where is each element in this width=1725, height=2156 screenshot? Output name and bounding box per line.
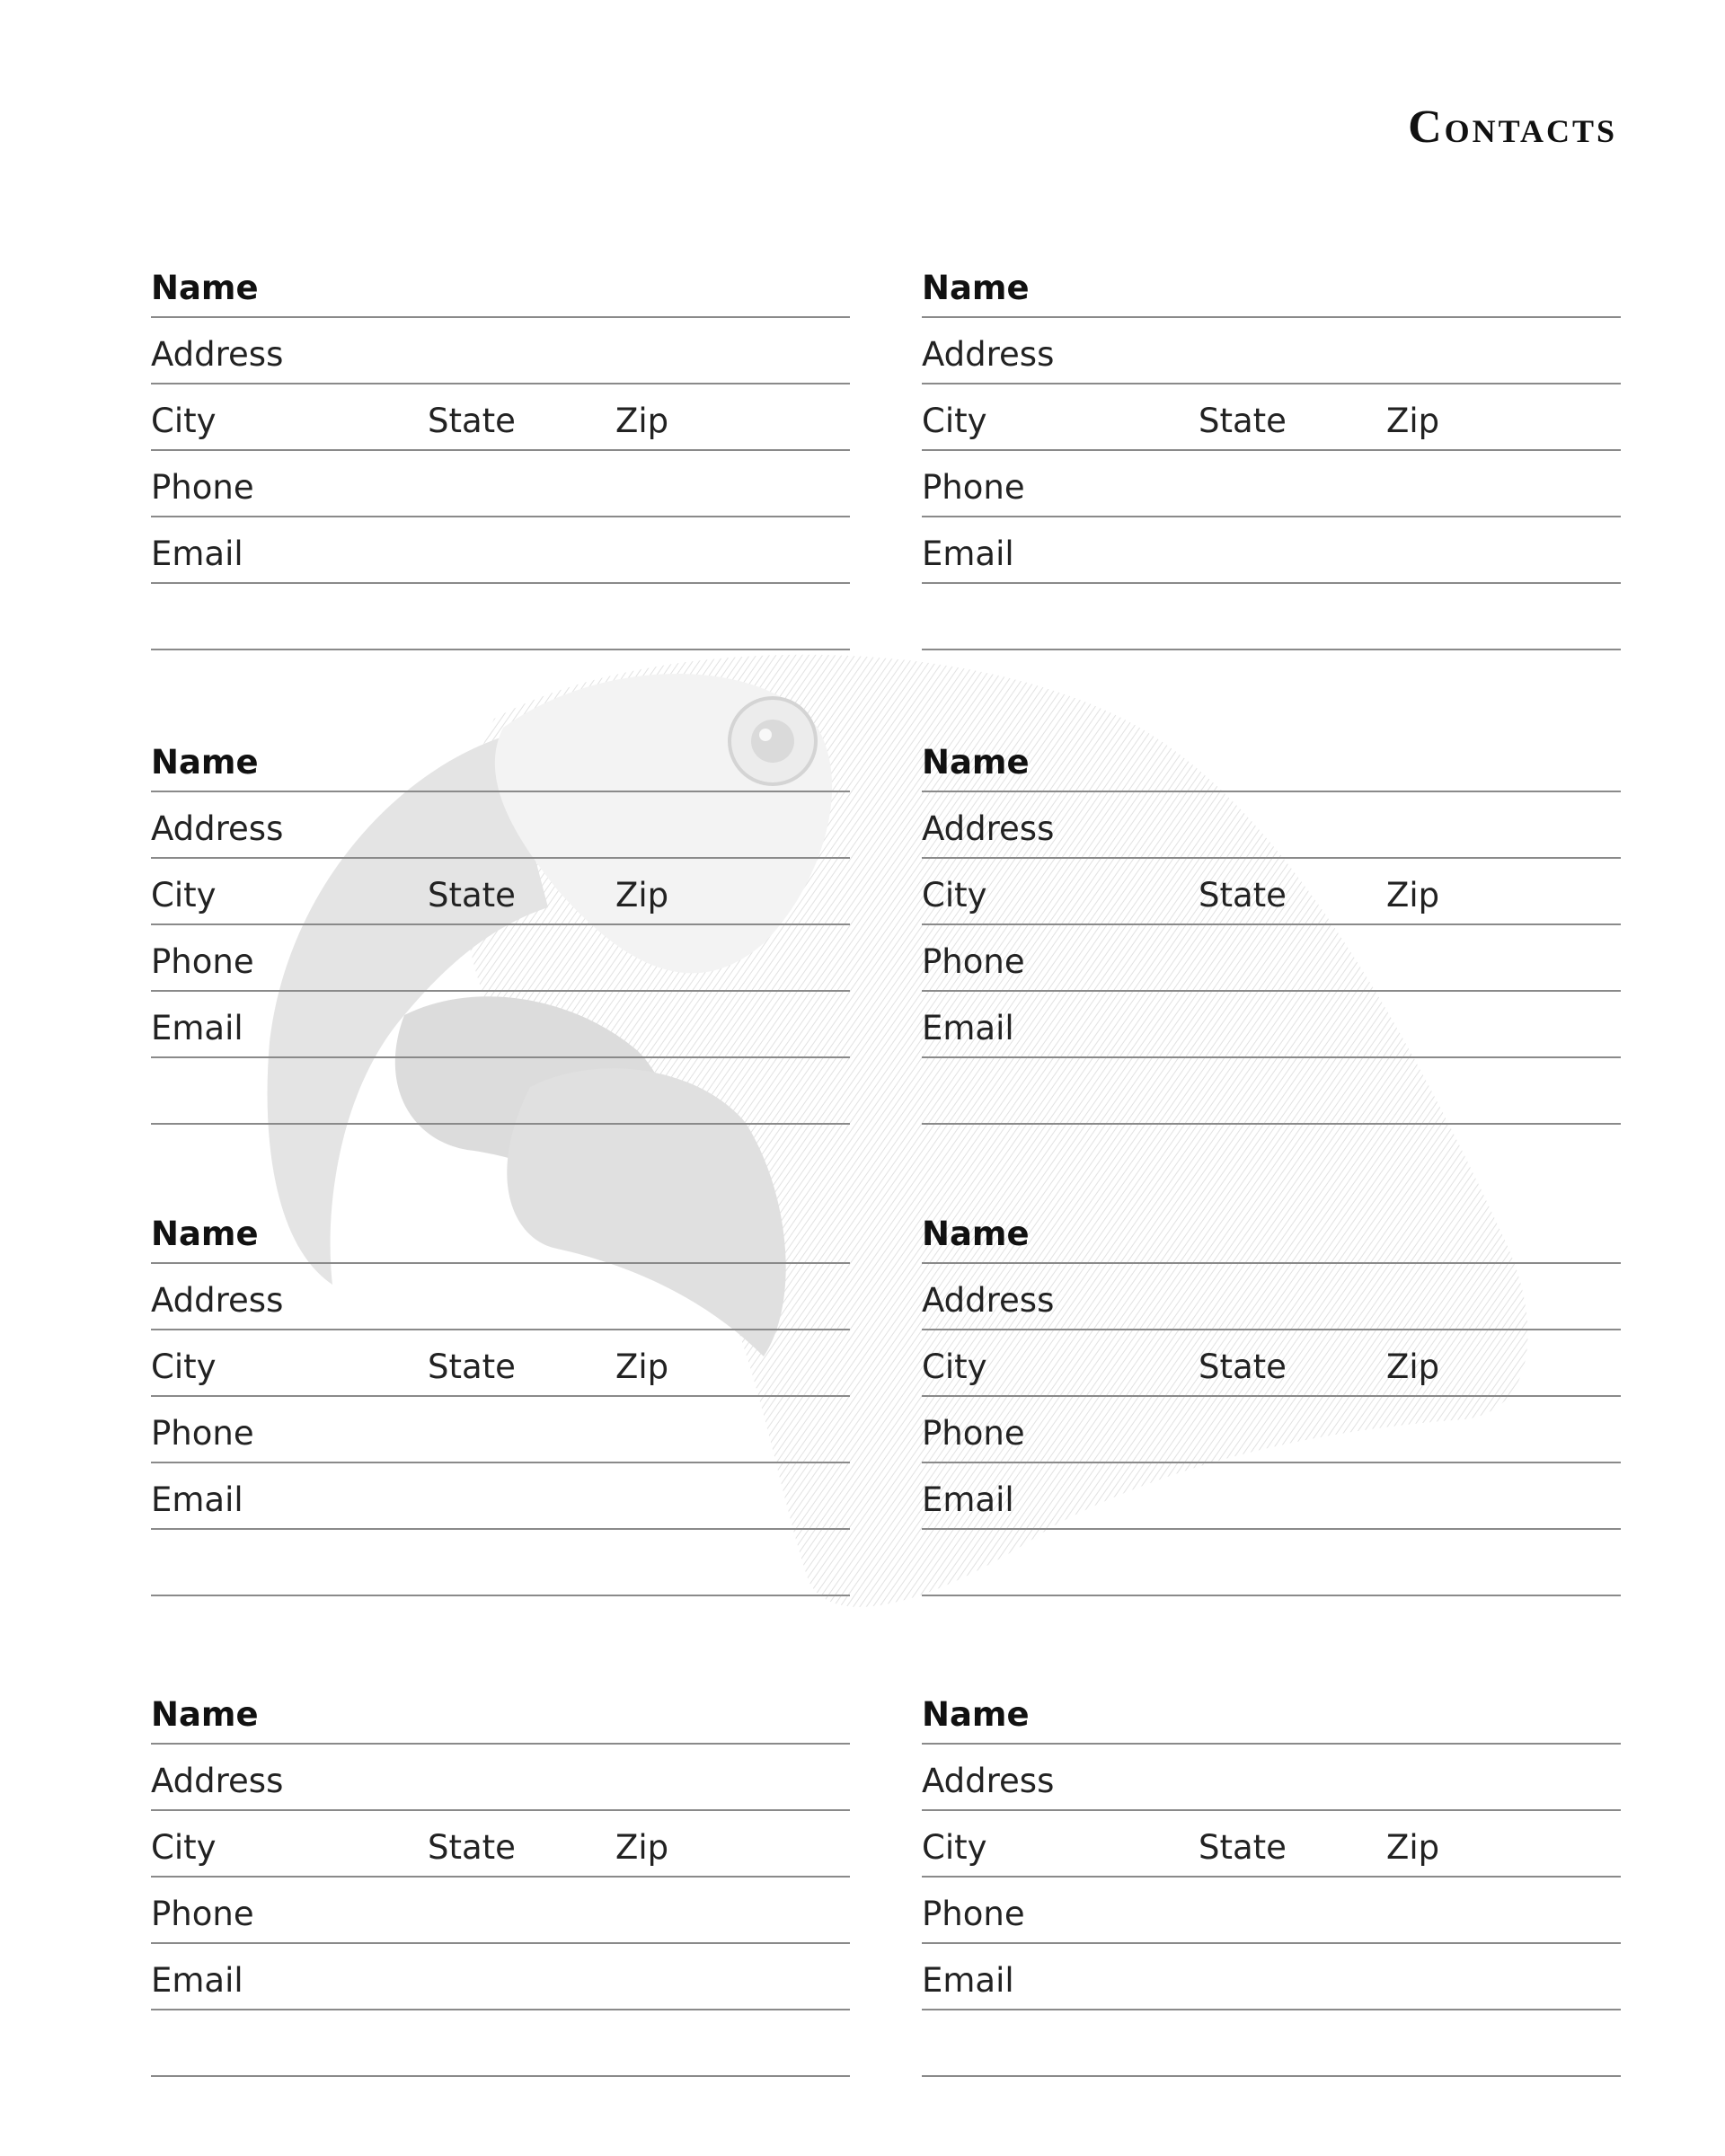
zip-label: Zip [1386,1348,1440,1386]
name-label: Name [151,1695,259,1734]
email-label: Email [151,1961,243,2000]
name-label: Name [922,1215,1030,1253]
name-label: Name [151,1215,259,1253]
state-label: State [428,1348,516,1386]
state-label: State [428,402,516,440]
notes-row[interactable] [922,1058,1621,1125]
address-label: Address [922,1762,1055,1800]
zip-label: Zip [615,1828,669,1867]
address-row[interactable] [151,1264,850,1330]
city-state-zip-row[interactable] [922,384,1621,451]
contact-card [922,726,1621,1125]
name-row[interactable] [151,1197,850,1264]
address-label: Address [151,809,284,848]
email-row[interactable] [922,517,1621,584]
contact-card [151,726,850,1125]
state-label: State [1199,1828,1287,1867]
address-row[interactable] [151,318,850,384]
zip-label: Zip [1386,1828,1440,1867]
phone-label: Phone [151,1895,254,1933]
address-row[interactable] [922,1264,1621,1330]
phone-row[interactable] [922,1878,1621,1944]
address-row[interactable] [922,792,1621,859]
email-row[interactable] [922,1463,1621,1530]
notes-row[interactable] [922,584,1621,650]
phone-label: Phone [922,468,1025,507]
phone-label: Phone [151,1414,254,1453]
city-label: City [151,1828,217,1867]
address-label: Address [922,809,1055,848]
phone-label: Phone [151,942,254,981]
contact-card [922,1197,1621,1596]
email-row[interactable] [151,992,850,1058]
state-label: State [1199,402,1287,440]
phone-label: Phone [151,468,254,507]
state-label: State [1199,876,1287,915]
address-row[interactable] [151,1745,850,1811]
page-title: Contacts [1408,102,1617,153]
email-row[interactable] [151,1944,850,2010]
address-row[interactable] [151,792,850,859]
city-label: City [922,402,987,440]
city-label: City [922,1348,987,1386]
phone-row[interactable] [922,451,1621,517]
zip-label: Zip [615,876,669,915]
name-row[interactable] [922,252,1621,318]
email-label: Email [922,1961,1014,2000]
zip-label: Zip [1386,402,1440,440]
name-row[interactable] [151,1678,850,1745]
city-label: City [151,402,217,440]
address-label: Address [922,1281,1055,1320]
state-label: State [428,1828,516,1867]
city-label: City [922,1828,987,1867]
zip-label: Zip [615,402,669,440]
phone-row[interactable] [151,925,850,992]
city-state-zip-row[interactable] [151,384,850,451]
email-row[interactable] [922,992,1621,1058]
name-row[interactable] [151,726,850,792]
contact-card [151,252,850,650]
contact-card [922,252,1621,650]
contact-card [151,1678,850,2077]
notes-row[interactable] [151,584,850,650]
email-label: Email [922,1480,1014,1519]
name-label: Name [151,743,259,782]
name-row[interactable] [922,1678,1621,1745]
phone-row[interactable] [151,451,850,517]
phone-row[interactable] [922,925,1621,992]
name-label: Name [922,269,1030,307]
phone-row[interactable] [922,1397,1621,1463]
city-state-zip-row[interactable] [922,1811,1621,1878]
email-label: Email [922,535,1014,573]
email-row[interactable] [922,1944,1621,2010]
phone-label: Phone [922,1895,1025,1933]
city-label: City [151,1348,217,1386]
email-label: Email [922,1009,1014,1047]
phone-label: Phone [922,1414,1025,1453]
city-state-zip-row[interactable] [922,859,1621,925]
email-row[interactable] [151,1463,850,1530]
address-label: Address [151,1762,284,1800]
state-label: State [1199,1348,1287,1386]
name-row[interactable] [922,726,1621,792]
city-label: City [922,876,987,915]
city-label: City [151,876,217,915]
name-label: Name [922,1695,1030,1734]
city-state-zip-row[interactable] [151,1330,850,1397]
notes-row[interactable] [922,1530,1621,1596]
address-label: Address [922,335,1055,374]
zip-label: Zip [615,1348,669,1386]
email-row[interactable] [151,517,850,584]
address-label: Address [151,1281,284,1320]
notes-row[interactable] [151,1530,850,1596]
email-label: Email [151,1009,243,1047]
contact-card [922,1678,1621,2077]
state-label: State [428,876,516,915]
city-state-zip-row[interactable] [151,859,850,925]
zip-label: Zip [1386,876,1440,915]
city-state-zip-row[interactable] [922,1330,1621,1397]
city-state-zip-row[interactable] [151,1811,850,1878]
address-label: Address [151,335,284,374]
notes-row[interactable] [922,2010,1621,2077]
email-label: Email [151,535,243,573]
phone-label: Phone [922,942,1025,981]
phone-row[interactable] [151,1397,850,1463]
address-row[interactable] [922,318,1621,384]
address-row[interactable] [922,1745,1621,1811]
email-label: Email [151,1480,243,1519]
name-row[interactable] [151,252,850,318]
phone-row[interactable] [151,1878,850,1944]
name-label: Name [151,269,259,307]
name-row[interactable] [922,1197,1621,1264]
notes-row[interactable] [151,2010,850,2077]
contact-card [151,1197,850,1596]
name-label: Name [922,743,1030,782]
notes-row[interactable] [151,1058,850,1125]
